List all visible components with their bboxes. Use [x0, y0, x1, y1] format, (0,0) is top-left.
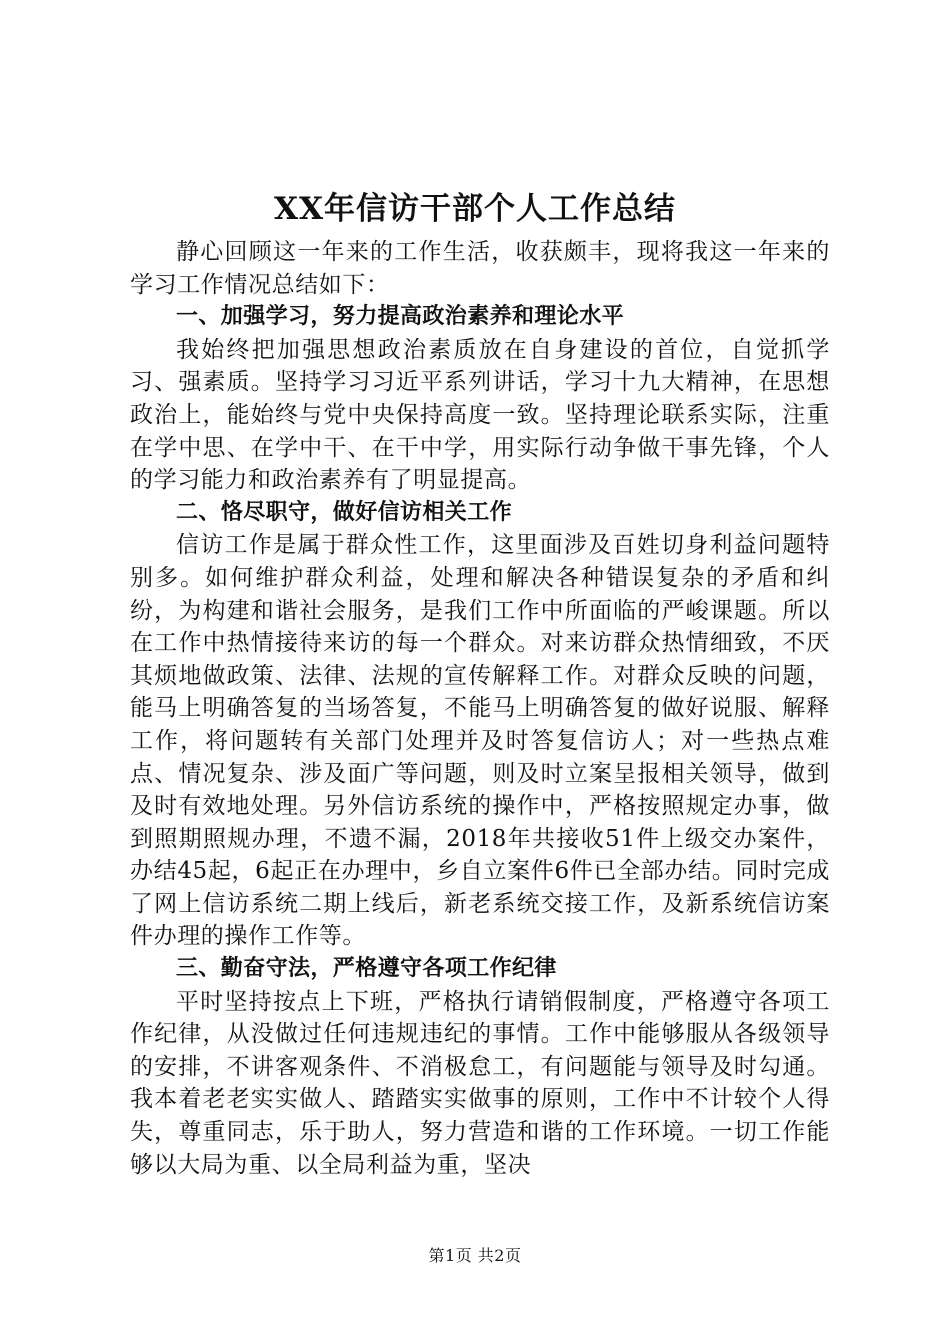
- section-2-paragraph: 信访工作是属于群众性工作，这里面涉及百姓切身利益问题特别多。如何维护群众利益，处理和解决各种错误复杂的矛盾和纠纷，为构建和谐社会服务，是我们工作中所面临的严峻课题。所以在工作中热情接待来访的每一个群众。对来访群众热情细致，不厌其烦地做政策、法律、法规的宣传解释工作。对群众反映的问题，能马上明确答复的当场答复，不能马上明确答复的做好说服、解释工作，将问题转有关部门处理并及时答复信访人；对一些热点难点、情况复杂、涉及面广等问题，则及时立案呈报相关领导，做到及时有效地处理。另外信访系统的操作中，严格按照规定办事，做到照期照规办理，不遗不漏，2018年共接收51件上级交办案件，办结45起，6起正在办理中，乡自立案件6件已全部办结。同时完成了网上信访系统二期上线后，新老系统交接工作，及新系统信访案件办理的操作工作等。: [130, 532, 830, 950]
- document-title: XX年信访干部个人工作总结: [273, 191, 677, 227]
- section-3-paragraph: 平时坚持按点上下班，严格执行请销假制度，严格遵守各项工作纪律，从没做过任何违规违纪的事情。工作中能够服从各级领导的安排，不讲客观条件、不消极怠工，有问题能与领导及时勾通。我本着老老实实做人、踏踏实实做事的原则，工作中不计较个人得失，尊重同志，乐于助人，努力营造和谐的工作环境。一切工作能够以大局为重、以全局利益为重，坚决: [130, 988, 830, 1178]
- document-body: [130, 236, 830, 1181]
- section-1-paragraph: 我始终把加强思想政治素质放在自身建设的首位，自觉抓学习、强素质。坚持学习习近平系列讲话，学习十九大精神，在思想政治上，能始终与党中央保持高度一致。坚持理论联系实际，注重在学中思、在学中干、在干中学，用实际行动争做干事先锋，个人的学习能力和政治素养有了明显提高。: [130, 336, 830, 494]
- section-3-heading: 三、勤奋守法，严格遵守各项工作纪律: [176, 956, 557, 982]
- intro-paragraph: 静心回顾这一年来的工作生活，收获颇丰，现将我这一年来的学习工作情况总结如下：: [130, 239, 830, 298]
- page-footer: 第1页 共2页: [428, 1246, 522, 1265]
- section-1-heading: 一、加强学习，努力提高政治素养和理论水平: [176, 304, 625, 330]
- section-2-heading: 二、恪尽职守，做好信访相关工作: [176, 499, 513, 525]
